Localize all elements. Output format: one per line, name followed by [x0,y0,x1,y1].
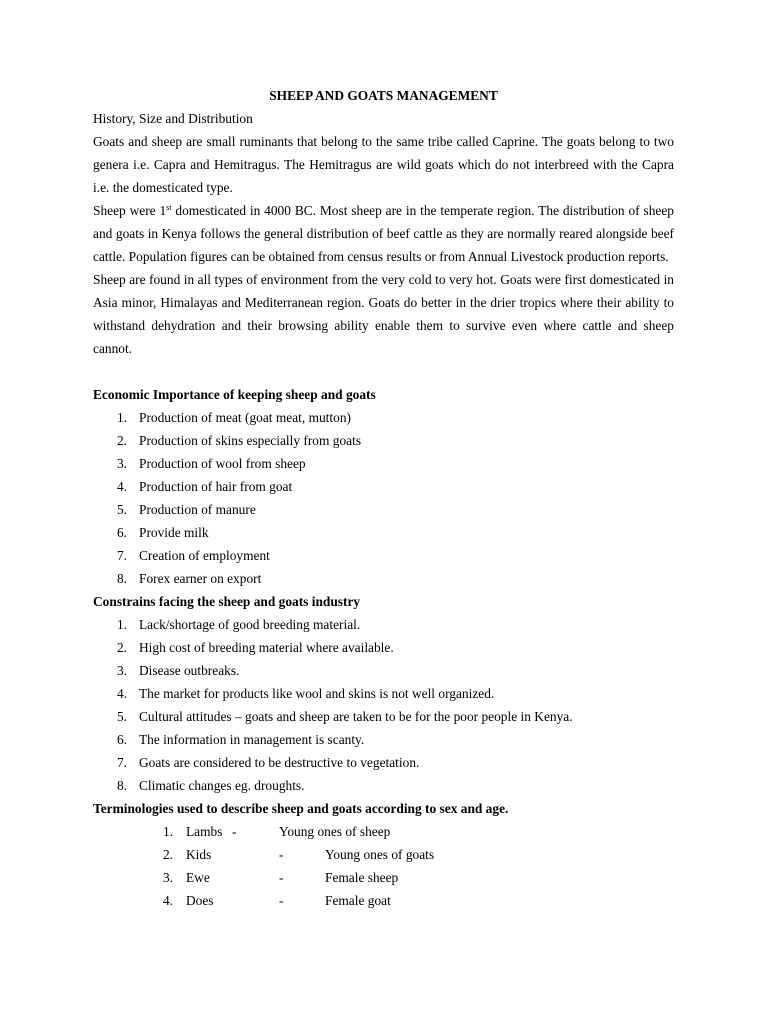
terminologies-list [93,820,674,912]
term-dash: - [279,870,284,885]
term-definition: Young ones of goats [325,847,435,862]
list-number: 4. [116,479,127,494]
list-item-text: Production of skins especially from goats [139,433,362,448]
list-item-text: Climatic changes eg. droughts. [139,778,305,793]
list-item [93,544,674,567]
list-number: 1. [116,617,127,632]
list-number: 2. [162,847,173,862]
list-item-text: Forex earner on export [139,571,262,586]
list-item-text: Lack/shortage of good breeding material. [139,617,361,632]
paragraph-environment: Sheep are found in all types of environment from the very cold to very hot. Goats were first domesticated in Asia minor, Himalayas and Mediterranean region. Goats do better in the drier tropics where their ability to withstand dehydration and their browsing ability enable them to survive even where cattle and sheep cannot. [93,272,674,356]
terminologies-heading: Terminologies used to describe sheep and goats according to sex and age. [93,801,509,816]
list-number: 8. [116,571,127,586]
section-history-title: History, Size and Distribution [93,111,253,126]
list-number: 3. [162,870,173,885]
list-number: 3. [116,456,127,471]
document-title: SHEEP AND GOATS MANAGEMENT [269,88,498,103]
list-item-text: Disease outbreaks. [139,663,240,678]
list-number: 6. [116,525,127,540]
list-item [93,429,674,452]
term-row [93,889,674,912]
list-item-text: Production of manure [139,502,256,517]
term-name: Does [186,893,214,908]
para2-text-end: domesticated in 4000 BC. Most sheep are in the temperate region. The distribution of sheep and goats in Kenya follows the general distribution of beef cattle as they are normally reared alongside beef cattle. Population figures can be obtained from census results or from Annual Livestock production reports. [93,203,674,264]
list-item-text: High cost of breeding material where available. [139,640,394,655]
list-item [93,452,674,475]
list-item-text: The information in management is scanty. [139,732,365,747]
list-item [93,705,674,728]
list-number: 8. [116,778,127,793]
economic-importance-list [93,406,674,590]
list-number: 1. [116,410,127,425]
term-name: Kids [186,847,212,862]
term-definition: Female sheep [325,870,399,885]
list-number: 7. [116,755,127,770]
list-number: 4. [162,893,173,908]
list-item-text: The market for products like wool and skins is not well organized. [139,686,495,701]
document-page [93,84,674,912]
list-number: 7. [116,548,127,563]
paragraph-caprine: Goats and sheep are small ruminants that belong to the same tribe called Caprine. The goats belong to two genera i.e. Capra and Hemitragus. The Hemitragus are wild goats which do not interbreed with the Capra i.e. the domesticated type. [93,134,674,195]
list-item-text: Cultural attitudes – goats and sheep are taken to be for the poor people in Kenya. [139,709,573,724]
term-dash: - [279,893,284,908]
term-row [93,866,674,889]
list-item [93,406,674,429]
list-number: 5. [116,502,127,517]
list-item-text: Goats are considered to be destructive to vegetation. [139,755,420,770]
list-item [93,659,674,682]
term-name: Lambs [186,824,223,839]
list-item-text: Production of hair from goat [139,479,293,494]
list-number: 6. [116,732,127,747]
constraints-list [93,613,674,797]
list-number: 1. [162,824,173,839]
list-item [93,728,674,751]
term-dash: - [279,847,284,862]
list-item [93,567,674,590]
list-item [93,636,674,659]
list-item [93,774,674,797]
list-number: 4. [116,686,127,701]
list-number: 2. [116,433,127,448]
paragraph-domestication [93,199,674,268]
list-item [93,751,674,774]
term-row [93,843,674,866]
term-name: Ewe [186,870,210,885]
constraints-heading: Constrains facing the sheep and goats industry [93,594,361,609]
blank-line [93,360,674,383]
economic-importance-heading: Economic Importance of keeping sheep and goats [93,387,376,402]
list-item-text: Provide milk [139,525,209,540]
term-definition: Female goat [325,893,391,908]
list-item-text: Creation of employment [139,548,270,563]
term-definition: Young ones of sheep [279,824,391,839]
para2-text-start: Sheep were 1 [93,203,167,218]
term-dash: - [232,824,237,839]
list-item [93,498,674,521]
list-item [93,613,674,636]
list-item-text: Production of wool from sheep [139,456,306,471]
list-number: 5. [116,709,127,724]
term-row [93,820,674,843]
list-number: 3. [116,663,127,678]
list-item-text: Production of meat (goat meat, mutton) [139,410,351,425]
list-number: 2. [116,640,127,655]
list-item [93,682,674,705]
list-item [93,521,674,544]
ordinal-superscript: st [166,203,172,212]
list-item [93,475,674,498]
